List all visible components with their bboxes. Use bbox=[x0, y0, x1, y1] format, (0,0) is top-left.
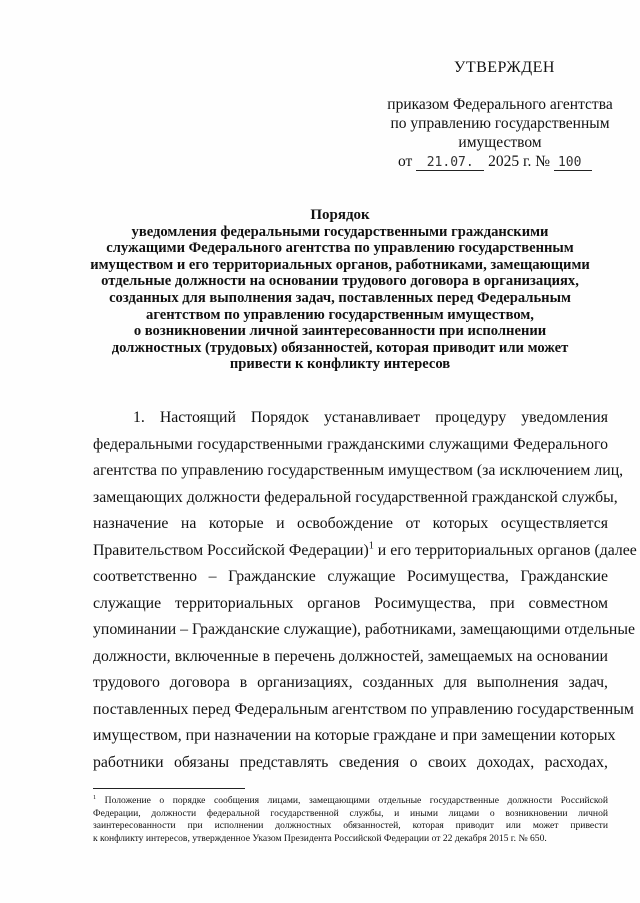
body-line-6-tail: и его территориальных органов (далее bbox=[373, 541, 637, 559]
body-line: соответственно – Гражданские служащие Росимущества, Гражданские bbox=[93, 568, 608, 585]
body-line: федеральными государственными гражданскими служащими Федерального bbox=[93, 435, 608, 453]
title-line: уведомления федеральными государственными гражданскими bbox=[131, 223, 549, 240]
body-line: 1. Настоящий Порядок устанавливает процедуру уведомления bbox=[133, 409, 608, 426]
approval-line-3: имуществом bbox=[458, 134, 542, 151]
approval-line-1: приказом Федерального агентства bbox=[387, 96, 613, 113]
title-line: созданных для выполнения задач, поставленных перед Федеральным bbox=[109, 289, 571, 306]
title-line: имуществом и его территориальных органов, работниками, замещающими bbox=[90, 256, 590, 273]
footnote-line bbox=[93, 795, 608, 808]
body-paragraph bbox=[93, 405, 637, 776]
body-line: замещающих должности федеральной государственной гражданской службы, bbox=[93, 488, 618, 506]
title-line: агентством по управлению государственным имуществом, bbox=[146, 306, 534, 323]
handwritten-number: 100 bbox=[554, 155, 592, 171]
body-line: назначение на которые и освобождение от которых осуществляется bbox=[93, 515, 608, 532]
footnote-line: к конфликту интересов, утвержденное Указом Президента Российской Федерации от 22 декабря 2015 г. № 650. bbox=[93, 832, 547, 844]
footnote-line: заинтересованности при исполнении должностных обязанностей, которая приводит или может привести bbox=[93, 820, 608, 831]
handwritten-date: 21.07. bbox=[416, 155, 484, 171]
title-line: привести к конфликту интересов bbox=[229, 356, 451, 373]
body-line: работники обязаны представлять сведения о своих доходах, расходах, bbox=[93, 753, 608, 771]
title-line: о возникновении личной заинтересованности при исполнении bbox=[133, 323, 547, 340]
approval-date-line bbox=[380, 152, 620, 171]
title-line: должностных (трудовых) обязанностей, которая приводит или может bbox=[111, 339, 569, 356]
document-title bbox=[80, 207, 600, 373]
title-main: Порядок bbox=[310, 207, 370, 223]
footnote-reference[interactable]: 1 bbox=[368, 540, 374, 552]
approved-heading: УТВЕРЖДЕН bbox=[454, 59, 555, 76]
body-line: агентства по управлению государственным имуществом (за исключением лиц, bbox=[93, 462, 624, 479]
year-text: 2025 г. № bbox=[488, 153, 551, 170]
body-line-with-footnote bbox=[93, 538, 637, 565]
footnote-line: Федерации, должности федеральной государственной службы, и иными лицами о возникновении личной bbox=[93, 807, 608, 819]
body-line: упоминании – Гражданские служащие), работниками, замещающими отдельные bbox=[93, 621, 635, 638]
footnote-separator bbox=[93, 788, 245, 789]
title-line: служащими Федерального агентства по управлению государственным bbox=[106, 240, 574, 257]
body-line: должности, включенные в перечень должностей, замещаемых на основании bbox=[93, 647, 608, 665]
title-line: отдельные должности на основании трудового договора в организациях, bbox=[101, 273, 579, 290]
body-line: служащие территориальных органов Росимущества, при совместном bbox=[93, 594, 608, 612]
body-line: поставленных перед Федеральным агентством по управлению государственным bbox=[93, 700, 634, 718]
footnote-line-1-text: Положение о порядке сообщения лицами, замещающими отдельные государственные должности Российской bbox=[96, 795, 608, 806]
footnote bbox=[93, 795, 608, 845]
body-line: трудового договора в организациях, созданных для выполнения задач, bbox=[93, 674, 608, 691]
body-line-6-text: Правительством Российской Федерации) bbox=[93, 541, 369, 559]
approval-stamp bbox=[380, 58, 620, 171]
body-line: имуществом, при назначении на которые граждане и при замещении которых bbox=[93, 727, 616, 744]
approval-line-2: по управлению государственным bbox=[390, 115, 610, 132]
footnote-marker: 1 bbox=[93, 793, 97, 801]
date-prefix: от bbox=[398, 153, 413, 170]
